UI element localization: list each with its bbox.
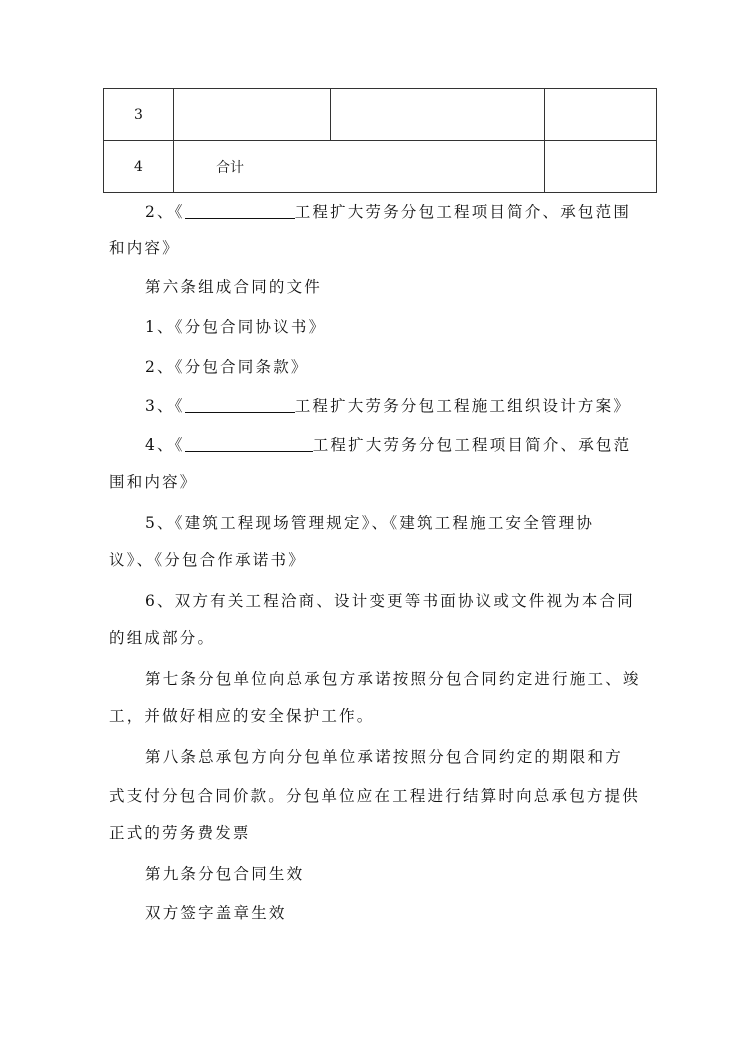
doc-prefix: 4、《 [145,436,185,454]
paragraph-line: 的组成部分。 [109,629,216,647]
table-cell [331,89,545,141]
doc-title: 工程扩大劳务分包工程施工组织设计方案》 [294,397,632,415]
fill-in-blank [185,436,313,452]
doc-title: 工程扩大劳务分包工程项目简介、承包范围 [294,203,632,221]
doc-item-2: 2、《分包合同条款》 [145,358,309,376]
paragraph-line: 议》、《分包合作承诺书》 [109,551,306,569]
paragraph-line: 和内容》 [109,239,180,257]
paragraph-line: 工，并做好相应的安全保护工作。 [109,707,375,725]
table-row [104,89,657,141]
article-six-heading: 第六条组成合同的文件 [145,278,323,296]
row-number: 4 [104,141,174,193]
table-cell [174,89,331,141]
paragraph-line: 正式的劳务费发票 [109,824,251,842]
table-cell [545,89,657,141]
paragraph-line: 围和内容》 [109,473,198,491]
table-row [104,141,657,193]
doc-item-4 [0,435,744,455]
doc-prefix: 3、《 [145,397,185,415]
table-cell [545,141,657,193]
article-seven: 第七条分包单位向总承包方承诺按照分包合同约定进行施工、竣 [145,670,641,688]
paragraph-line: 式支付分包合同价款。分包单位应在工程进行结算时向总承包方提供 [109,787,641,805]
doc-item-1: 1、《分包合同协议书》 [145,318,327,336]
fill-in-blank [185,203,295,219]
fill-in-blank [185,397,295,413]
article-nine-heading: 第九条分包合同生效 [145,865,305,883]
article-nine-body: 双方签字盖章生效 [145,904,287,922]
paragraph-scope-intro [0,202,744,222]
total-label: 合计 [174,141,545,193]
doc-item-5: 5、《建筑工程现场管理规定》、《建筑工程施工安全管理协 [145,514,595,532]
doc-item-6: 6、双方有关工程洽商、设计变更等书面协议或文件视为本合同 [145,592,635,610]
doc-prefix: 2、《 [145,203,185,221]
row-number: 3 [104,89,174,141]
contract-table [103,88,657,193]
doc-item-3 [0,396,744,416]
doc-title: 工程扩大劳务分包工程项目简介、承包范 [312,436,632,454]
article-eight: 第八条总承包方向分包单位承诺按照分包合同约定的期限和方 [145,748,623,766]
